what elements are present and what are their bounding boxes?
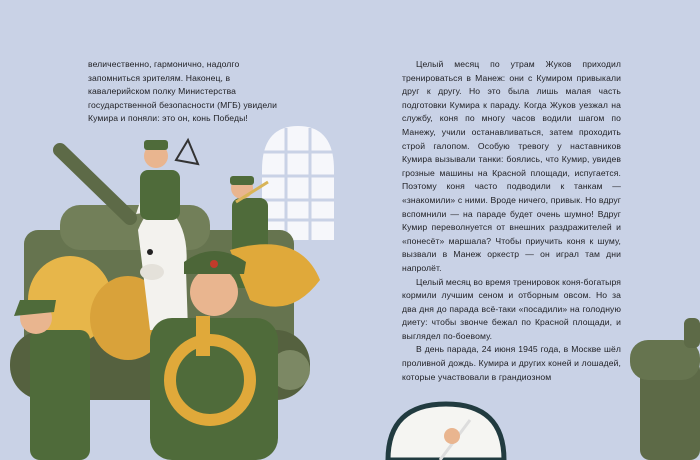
left-page-text [88,58,280,126]
paragraph: величественно, гармонично, надолго запомниться зрителям. Наконец, в кавалерийском полку Министерства государственной безопасности (МГБ) увидели Кумира и поняли: это он, конь Победы! [88,59,278,124]
paragraph: Целый месяц во время тренировок коня-богатыря кормили лучшим сеном и отборным овсом. Но за два дня до парада всё-таки «посадили» на голодную диету: чтобы звонче бежал по Красной площади, и выглядел по-боевому. [402,276,621,341]
drum-icon [388,404,504,460]
right-page-text [402,58,621,384]
paragraph: В день парада, 24 июня 1945 года, в Москве шёл проливной дождь. Кумира и других коней и лошадей, которые участвовали в грандиозном [402,344,621,382]
paragraph: Целый месяц по утрам Жуков приходил тренироваться в Манеж: они с Кумиром привыкали друг к другу. Но это была лишь малая часть подготовки Кумира к параду. Когда Жуков уезжал на службу, коня по многу часов водили шагом по Манежу, учили останавливаться, затем проходить строй галопом. Особую тревогу у наставников Кумира вызывали танки: боялись, что Кумир, увидев грозные машины на Красной площади, испугается. Поэтому коня часто подводили к танкам — «знакомили» с ними. Вроде ничего, привык. Но вдруг вспомнили — на параде будет очень шумно! Вдруг Кумир переволнуется от внешних раздражителей и «понесёт» маршала? Чтобы приучить коня к шуму, вызвали в Манеж оркестр — он играл там дни напролёт. [402,59,621,273]
window-icon [262,126,334,240]
tank-right-icon [630,318,700,460]
